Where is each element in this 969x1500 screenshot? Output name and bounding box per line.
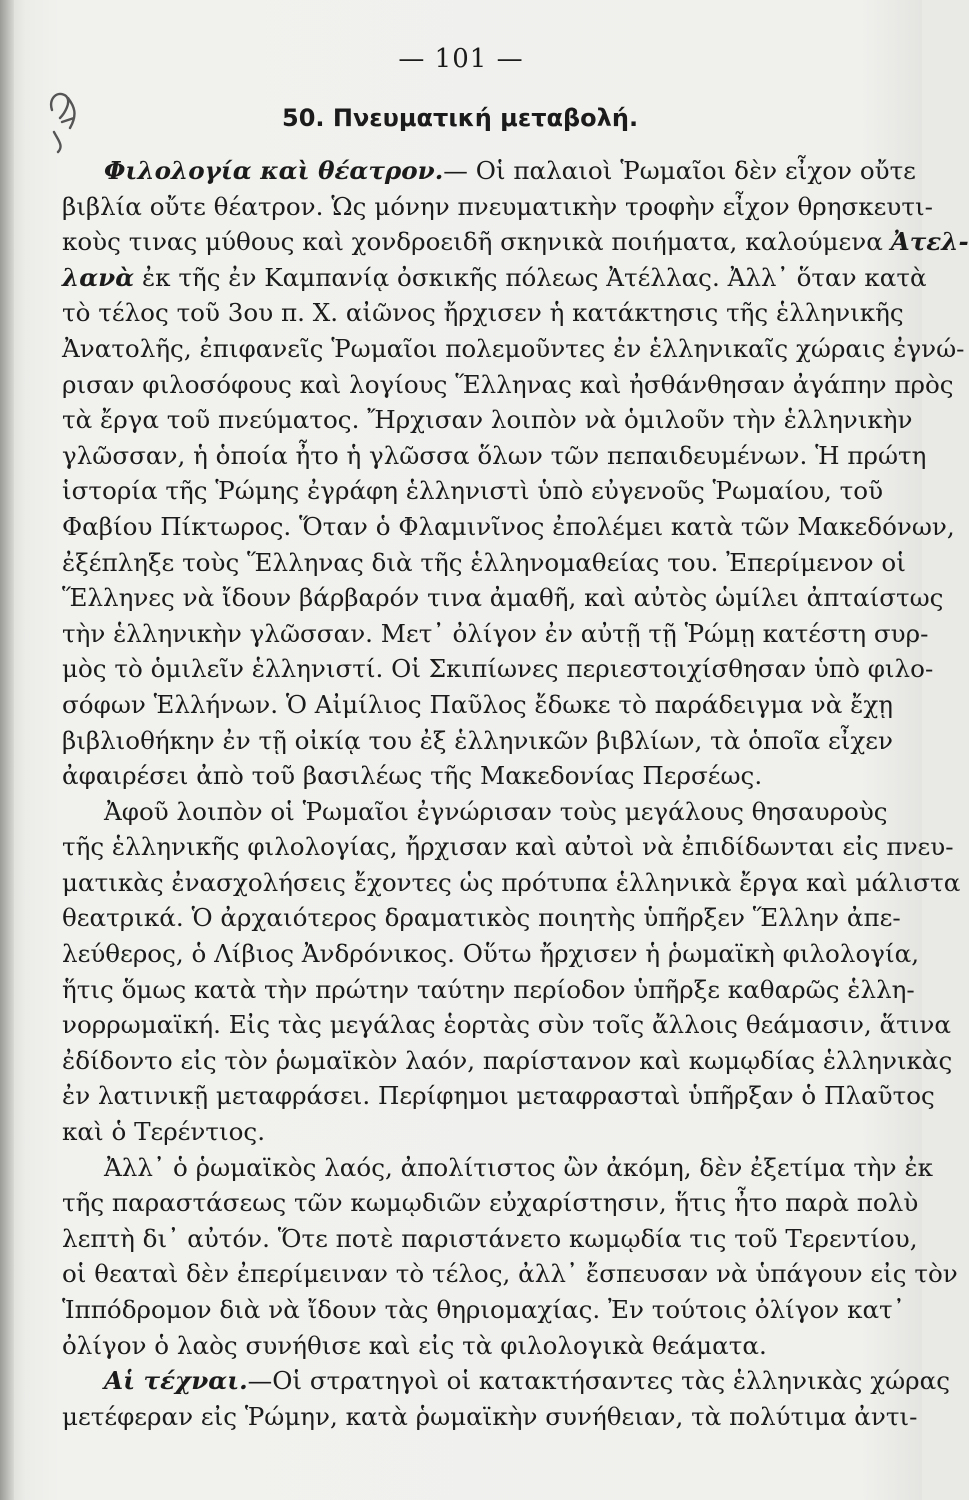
text-run: λεπτὴ δι᾽ αὐτόν. Ὅτε ποτὲ παριστάνετο κωμῳδία τις τοῦ Τερεντίου, — [62, 1223, 918, 1253]
section-heading: 50. Πνευματική μεταβολή. — [282, 104, 639, 132]
text-line — [62, 1043, 953, 1079]
text-run: Ἱππόδρομον διὰ νὰ ἴδουν τὰς θηριομαχίας. Ἐν τούτοις ὀλίγον κατ᾽ — [62, 1295, 905, 1324]
binding-edge — [0, 0, 14, 1500]
text-line — [62, 1185, 919, 1221]
text-run: ἐν λατινικῇ μεταφράσει. Περίφημοι μεταφρασταὶ ὑπῆρξαν ὁ Πλαῦτος — [62, 1081, 935, 1111]
text-line — [62, 651, 934, 687]
text-run: τὸ τέλος τοῦ 3ου π. Χ. αἰῶνος ἤρχισεν ἡ κατάκτησις τῆς ἑλληνικῆς — [62, 298, 904, 328]
text-run: ὀλίγον ὁ λαὸς συνήθισε καὶ εἰς τὰ φιλολογικὰ θεάματα. — [62, 1330, 767, 1360]
text-line — [62, 616, 929, 652]
text-line — [62, 189, 933, 225]
text-line — [62, 295, 904, 331]
text-run: ἐδίδοντο εἰς τὸν ῥωμαϊκὸν λαόν, παρίστανον καὶ κωμῳδίας ἑλληνικὰς — [62, 1045, 953, 1075]
text-run: ἐξέπληξε τοὺς Ἕλληνας διὰ τῆς ἑλληνομαθείας του. Ἐπερίμενον οἱ — [62, 547, 906, 577]
subheading-inline: λανὰ — [62, 262, 135, 292]
text-run: μετέφεραν εἰς Ῥώμην, κατὰ ῥωμαϊκὴν συνήθειαν, τὰ πολύτιμα ἀντι- — [62, 1401, 918, 1431]
text-line — [62, 687, 893, 723]
page-number: — 101 — — [398, 44, 524, 74]
text-line — [62, 438, 927, 474]
text-line — [62, 758, 874, 794]
text-run: — Οἱ παλαιοὶ Ῥωμαῖοι δὲν εἶχον οὔτε — [443, 156, 916, 185]
text-run: Ἀλλ᾽ ὁ ῥωμαϊκὸς λαός, ἀπολίτιστος ὢν ἀκόμη, δὲν ἐξετίμα τὴν ἐκ — [104, 1152, 934, 1182]
text-line — [62, 473, 884, 509]
text-line — [62, 829, 954, 865]
text-run: ματικὰς ἐνασχολήσεις ἔχοντες ὡς πρότυπα ἑλληνικὰ ἔργα καὶ μάλιστα — [62, 867, 961, 897]
text-run: Ἀνατολῆς, ἐπιφανεῖς Ῥωμαῖοι πολεμοῦντες ἐν ἑλληνικαῖς χώραις ἐγνώ- — [62, 333, 965, 363]
text-line — [62, 723, 893, 759]
text-run: οἱ θεαταὶ δὲν ἐπερίμειναν τὸ τέλος, ἀλλ᾽ ἔσπευσαν νὰ ὑπάγουν εἰς τὸν — [62, 1259, 958, 1289]
subheading-inline: Αἱ τέχναι. — [104, 1366, 248, 1396]
text-run: Ἀφοῦ λοιπὸν οἱ Ῥωμαῖοι ἐγνώρισαν τοὺς μεγάλους θησαυροὺς — [104, 796, 888, 826]
text-line — [76, 1150, 934, 1186]
text-run: βιβλιοθήκην ἐν τῇ οἰκίᾳ του ἐξ ἑλληνικῶν βιβλίων, τὰ ὁποῖα εἶχεν — [62, 725, 893, 755]
text-line — [62, 900, 901, 936]
text-run: ρισαν φιλοσόφους καὶ λογίους Ἕλληνας καὶ ἠσθάνθησαν ἀγάπην πρὸς — [62, 369, 954, 399]
text-line — [62, 1292, 905, 1328]
text-run: κοὺς τινας μύθους καὶ χονδροειδῆ σκηνικὰ ποιήματα, καλούμενα — [62, 227, 891, 257]
text-line — [76, 1363, 950, 1399]
subheading-inline: Φιλολογία καὶ θέατρον. — [104, 156, 444, 185]
text-run: λεύθερος, ὁ Λίβιος Ἀνδρόνικος. Οὕτω ἤρχισεν ἡ ῥωμαϊκὴ φιλολογία, — [62, 939, 920, 969]
text-line — [62, 1328, 874, 1364]
text-line — [62, 402, 913, 438]
text-run: νορρωμαϊκή. Εἰς τὰς μεγάλας ἑορτὰς σὺν τοῖς ἄλλοις θεάμασιν, ἅτινα — [62, 1010, 951, 1040]
text-run: Φαβίου Πίκτωρος. Ὅταν ὁ Φλαμινῖνος ἐπολέμει κατὰ τῶν Μακεδόνων, — [62, 511, 955, 541]
text-run: ἐκ τῆς ἐν Καμπανίᾳ ὀσκικῆς πόλεως Ἀτέλλας. Ἀλλ᾽ ὅταν κατὰ — [134, 262, 927, 292]
text-line — [62, 367, 954, 403]
subheading-inline: Ἀτελ- — [890, 227, 969, 257]
text-line — [62, 865, 961, 901]
text-run: θεατρικά. Ὁ ἀρχαιότερος δραματικὸς ποιητὴς ὑπῆρξεν Ἕλλην ἀπε- — [62, 903, 901, 933]
text-run: σόφων Ἑλλήνων. Ὁ Αἰμίλιος Παῦλος ἔδωκε τὸ παράδειγμα νὰ ἔχῃ — [62, 689, 893, 719]
text-run: ἱστορία τῆς Ῥώμης ἐγράφη ἑλληνιστὶ ὑπὸ εὐγενοῦς Ῥωμαίου, τοῦ — [62, 476, 884, 506]
text-run: βιβλία οὔτε θέατρον. Ὡς μόνην πνευματικὴν τροφὴν εἶχον θρησκευτι- — [62, 191, 933, 221]
text-run: τὴν ἑλληνικὴν γλῶσσαν. Μετ᾽ ὀλίγον ἐν αὐτῇ τῇ Ῥώμῃ κατέστη συρ- — [62, 618, 929, 648]
text-line — [62, 1078, 935, 1114]
text-line — [62, 1221, 918, 1257]
text-line — [62, 1256, 958, 1292]
pencil-annotation-icon — [44, 88, 84, 154]
text-run: —Οἱ στρατηγοὶ οἱ κατακτήσαντες τὰς ἑλληνικὰς χώρας — [247, 1366, 950, 1396]
text-run: καὶ ὁ Τερέντιος. — [62, 1117, 266, 1147]
body-text — [62, 153, 969, 1434]
text-run: γλῶσσαν, ἡ ὁποία ἦτο ἡ γλῶσσα ὅλων τῶν πεπαιδευμένων. Ἡ πρώτη — [62, 440, 927, 470]
text-run: Ἕλληνες νὰ ἴδουν βάρβαρόν τινα ἀμαθῆ, καὶ αὐτὸς ὡμίλει ἀπταίστως — [62, 583, 944, 613]
text-line — [62, 545, 906, 581]
text-line — [76, 153, 916, 189]
text-run: τῆς παραστάσεως τῶν κωμῳδιῶν εὐχαρίστησιν, ἥτις ἦτο παρὰ πολὺ — [62, 1188, 919, 1218]
text-line — [62, 509, 955, 545]
text-run: ἀφαιρέσει ἀπὸ τοῦ βασιλέως τῆς Μακεδονίας Περσέως. — [62, 761, 763, 791]
text-line — [62, 331, 965, 367]
text-run: ἥτις ὅμως κατὰ τὴν πρώτην ταύτην περίοδον ὑπῆρξε καθαρῶς ἑλλη- — [62, 974, 915, 1004]
text-line — [62, 1114, 874, 1150]
text-run: τῆς ἑλληνικῆς φιλολογίας, ἤρχισαν καὶ αὐτοὶ νὰ ἐπιδίδωνται εἰς πνευ- — [62, 832, 954, 862]
text-line — [62, 224, 969, 260]
text-line — [62, 1007, 951, 1043]
text-line — [62, 260, 927, 296]
text-run: τὰ ἔργα τοῦ πνεύματος. Ἤρχισαν λοιπὸν νὰ ὁμιλοῦν τὴν ἑλληνικὴν — [62, 405, 913, 435]
text-line — [62, 972, 915, 1008]
text-run: μὸς τὸ ὁμιλεῖν ἑλληνιστί. Οἱ Σκιπίωνες περιεστοιχίσθησαν ὑπὸ φιλο- — [62, 654, 934, 684]
text-line — [62, 580, 944, 616]
text-line — [76, 794, 888, 830]
text-line — [62, 936, 920, 972]
text-line — [62, 1399, 918, 1435]
